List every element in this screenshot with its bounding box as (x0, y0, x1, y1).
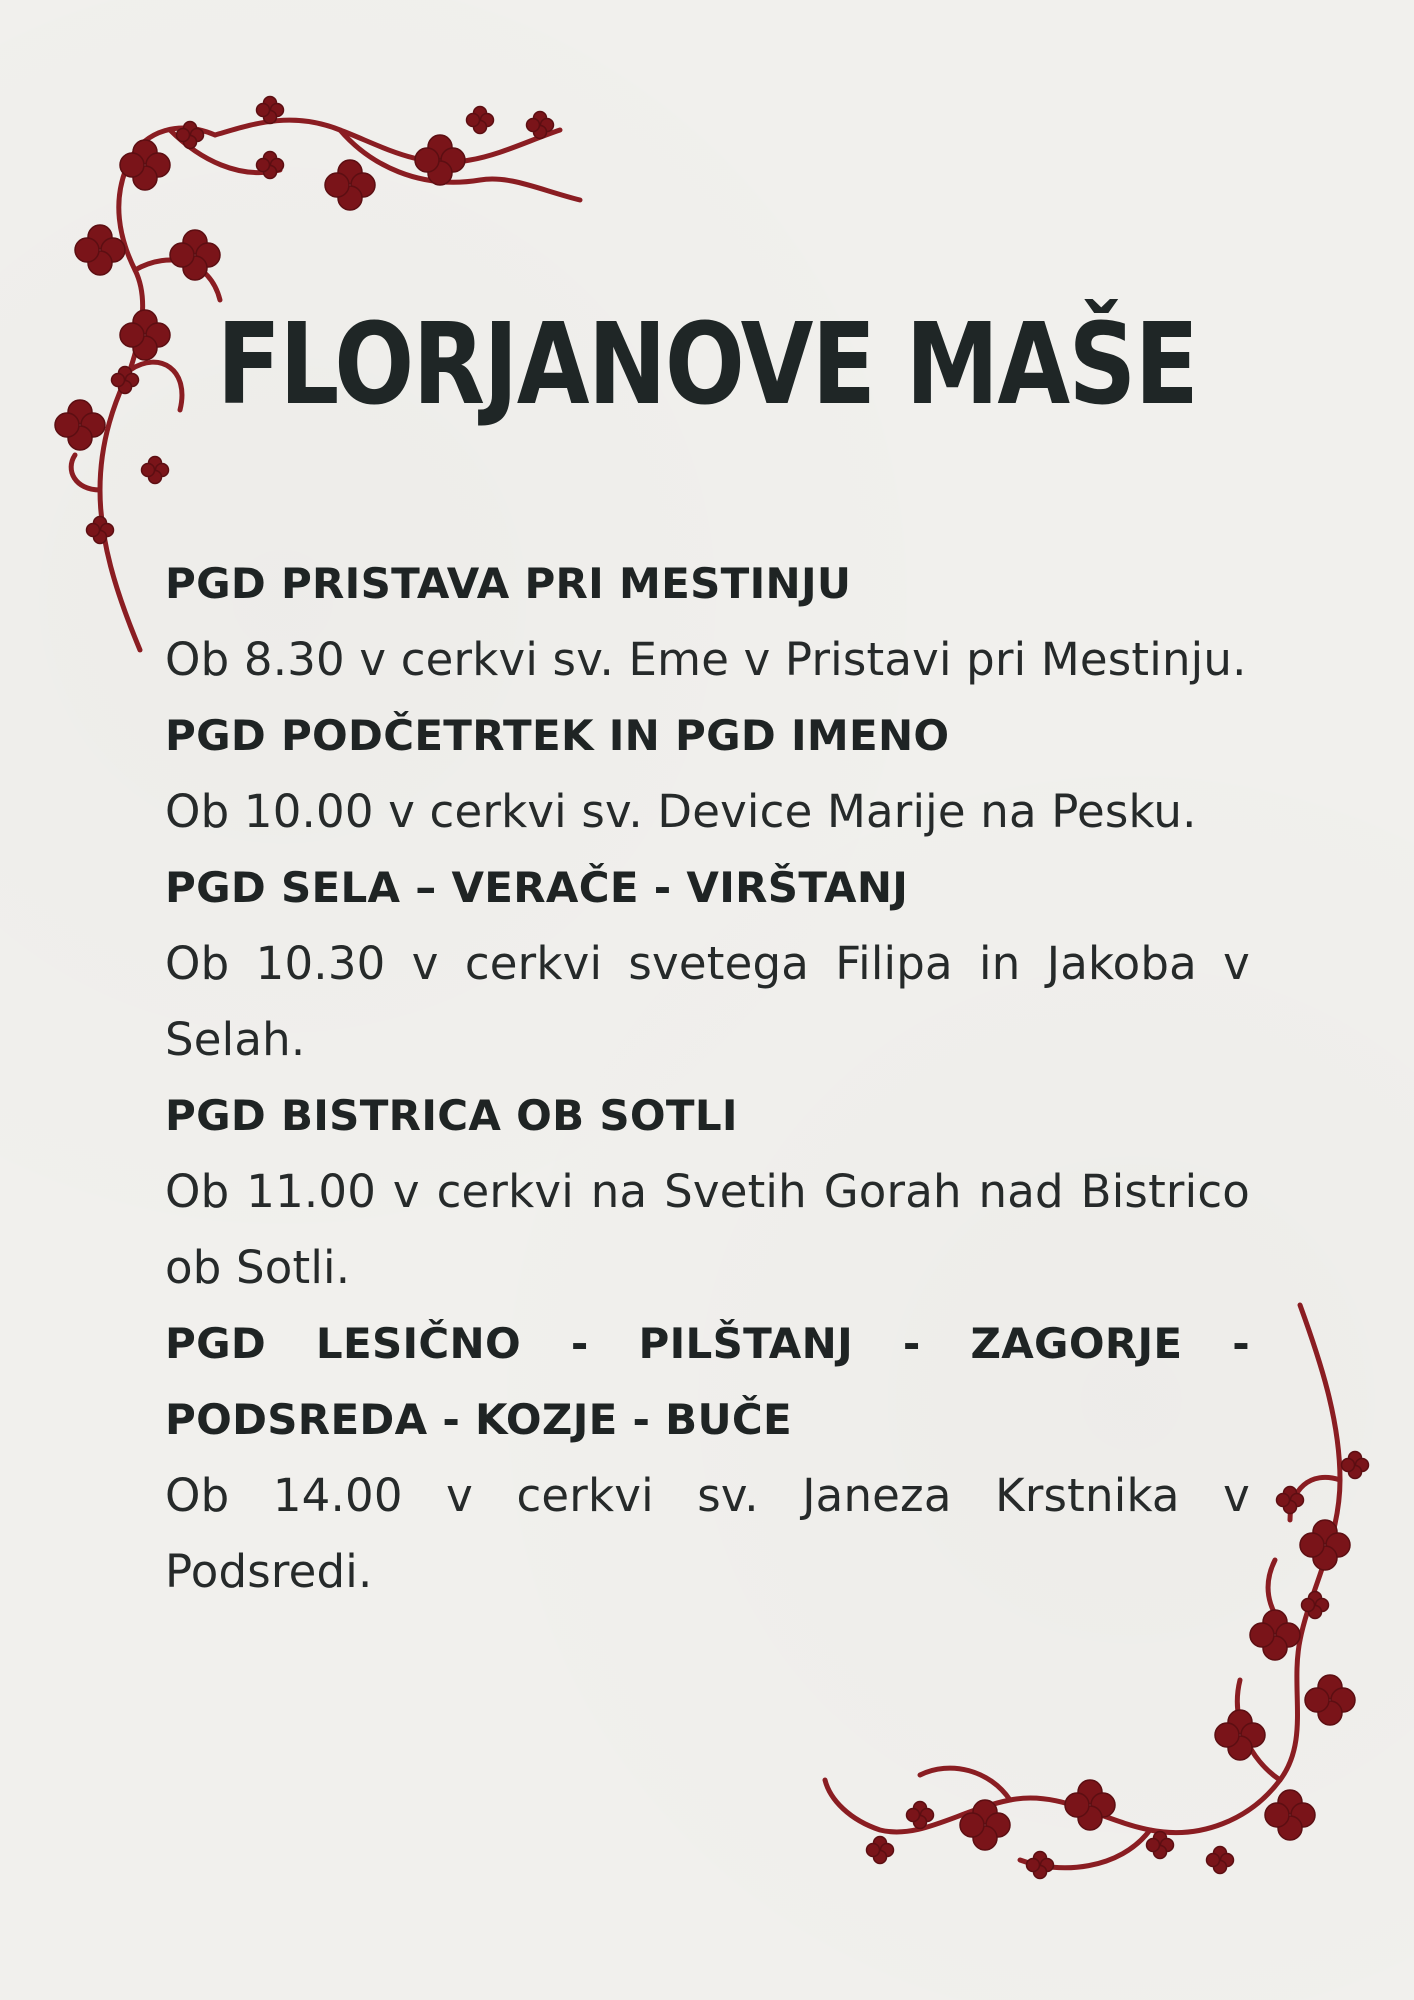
entry-name: PGD SELA – VERAČE - VIRŠTANJ (165, 863, 909, 912)
entry-name: PGD BISTRICA OB SOTLI (165, 1091, 738, 1140)
entry-name: PGD PODČETRTEK IN PGD IMENO (165, 711, 950, 760)
schedule-entry (165, 1306, 1250, 1610)
schedule-entry (165, 850, 1250, 1078)
entry-name: PGD PRISTAVA PRI MESTINJU (165, 559, 852, 608)
entry-name: PGD LESIČNO - PILŠTANJ - ZAGORJE - PODSREDA - KOZJE - BUČE (165, 1319, 1250, 1444)
entry-text: Ob 14.00 v cerkvi sv. Janeza Krstnika v Podsredi. (165, 1469, 1250, 1598)
schedule-entry (165, 546, 1250, 698)
page-title: FLORJANOVE MAŠE (216, 300, 1198, 430)
entry-text: Ob 10.30 v cerkvi svetega Filipa in Jakoba v Selah. (165, 937, 1250, 1066)
schedule-entry (165, 698, 1250, 850)
entry-text: Ob 11.00 v cerkvi na Svetih Gorah nad Bistrico ob Sotli. (165, 1165, 1250, 1294)
schedule-entry (165, 1078, 1250, 1306)
entry-text: Ob 10.00 v cerkvi sv. Device Marije na Pesku. (165, 785, 1197, 838)
entry-text: Ob 8.30 v cerkvi sv. Eme v Pristavi pri Mestinju. (165, 633, 1247, 686)
mass-schedule (165, 546, 1250, 1610)
